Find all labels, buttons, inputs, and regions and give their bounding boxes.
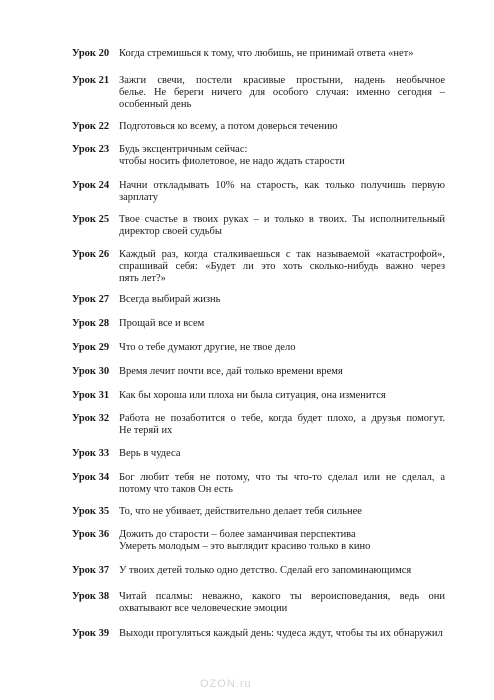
lesson-text — [119, 448, 445, 460]
lesson-text — [119, 144, 445, 168]
lesson-text — [119, 565, 445, 577]
lesson-text-line: Подготовься ко всему, а потом доверься течению — [119, 121, 338, 132]
lesson-text — [119, 121, 445, 133]
watermark: OZON.ru — [200, 678, 252, 690]
lesson-text — [119, 48, 445, 60]
lesson-text-line: Бог любит тебя не потому, что ты что-то сделал или не сделал, а — [119, 472, 445, 483]
lesson-number: Урок 23 — [72, 144, 110, 155]
lesson-text-line: Зажги свечи, постели красивые простыни, надень необычное — [119, 75, 445, 86]
lesson-text — [119, 413, 445, 437]
lesson-text — [119, 390, 445, 402]
lesson-text — [119, 628, 445, 640]
lesson-number: Урок 28 — [72, 318, 110, 329]
lesson-text-line: Каждый раз, когда сталкиваешься с так называемой «катастрофой», — [119, 249, 445, 260]
lesson-text-line: Твое счастье в твоих руках – и только в твоих. Ты исполнительный — [119, 214, 445, 225]
lesson-text-line: Когда стремишься к тому, что любишь, не принимай ответа «нет» — [119, 48, 414, 59]
lesson-text-line: зарплату — [119, 192, 159, 203]
lesson-text — [119, 506, 445, 518]
lesson-text-line: директор своей судьбы — [119, 226, 222, 237]
lesson-number: Урок 22 — [72, 121, 110, 132]
lesson-text-line: Умереть молодым – это выглядит красиво только в кино — [119, 541, 371, 552]
lesson-text-line: Время лечит почти все, дай только времени время — [119, 366, 343, 377]
lesson-text-line: белье. Не береги ничего для особого случая: именно сегодня – — [119, 87, 445, 98]
lesson-text-line: Дожить до старости – более заманчивая перспектива — [119, 529, 356, 540]
lesson-text-line: Верь в чудеса — [119, 448, 181, 459]
lesson-text — [119, 249, 445, 285]
lesson-text — [119, 214, 445, 238]
lesson-text — [119, 529, 445, 553]
lesson-number: Урок 36 — [72, 529, 110, 540]
lesson-text-line: особенный день — [119, 99, 192, 110]
lesson-number: Урок 34 — [72, 472, 110, 483]
lesson-text — [119, 472, 445, 496]
lesson-text-line: Не теряй их — [119, 425, 173, 436]
lesson-text-line: чтобы носить фиолетовое, не надо ждать старости — [119, 156, 345, 167]
lesson-number: Урок 21 — [72, 75, 110, 86]
lesson-text — [119, 318, 445, 330]
lesson-text — [119, 75, 445, 111]
lesson-number: Урок 29 — [72, 342, 110, 353]
lesson-text — [119, 366, 445, 378]
lesson-number: Урок 37 — [72, 565, 110, 576]
lesson-text-line: Как бы хороша или плоха ни была ситуация, она изменится — [119, 390, 386, 401]
lesson-text-line: У твоих детей только одно детство. Сделай его запоминающимся — [119, 565, 412, 576]
lesson-text-line: Прощай все и всем — [119, 318, 205, 329]
lesson-number: Урок 35 — [72, 506, 110, 517]
lesson-number: Урок 32 — [72, 413, 110, 424]
lesson-text-line: То, что не убивает, действительно делает тебя сильнее — [119, 506, 362, 517]
lesson-number: Урок 38 — [72, 591, 110, 602]
lesson-text-line: потому что таков Он есть — [119, 484, 233, 495]
lesson-text-line: спрашивай себя: «Будет ли это хоть сколько-нибудь важно через — [119, 261, 445, 272]
lesson-text-line: Всегда выбирай жизнь — [119, 294, 221, 305]
lesson-number: Урок 27 — [72, 294, 110, 305]
lesson-number: Урок 26 — [72, 249, 110, 260]
lesson-number: Урок 20 — [72, 48, 110, 59]
lesson-number: Урок 33 — [72, 448, 110, 459]
lesson-text-line: Начни откладывать 10% на старость, как только получишь первую — [119, 180, 445, 191]
lesson-number: Урок 25 — [72, 214, 110, 225]
lesson-text-line: охватывают все человеческие эмоции — [119, 603, 288, 614]
lesson-text-line: Что о тебе думают другие, не твое дело — [119, 342, 296, 353]
lesson-text-line: Работа не позаботится о тебе, когда будет плохо, а друзья помогут. — [119, 413, 445, 424]
lesson-number: Урок 24 — [72, 180, 110, 191]
lesson-text — [119, 294, 445, 306]
lesson-text-line: Выходи прогуляться каждый день: чудеса ждут, чтобы ты их обнаружил — [119, 628, 443, 639]
lesson-text-line: Читай псалмы: неважно, какого ты вероисповедания, ведь они — [119, 591, 445, 602]
lesson-text — [119, 180, 445, 204]
lesson-number: Урок 31 — [72, 390, 110, 401]
lesson-text-line: пять лет?» — [119, 273, 166, 284]
lesson-text — [119, 591, 445, 615]
lesson-text-line: Будь эксцентричным сейчас: — [119, 144, 248, 155]
lesson-text — [119, 342, 445, 354]
lesson-number: Урок 30 — [72, 366, 110, 377]
lesson-number: Урок 39 — [72, 628, 110, 639]
